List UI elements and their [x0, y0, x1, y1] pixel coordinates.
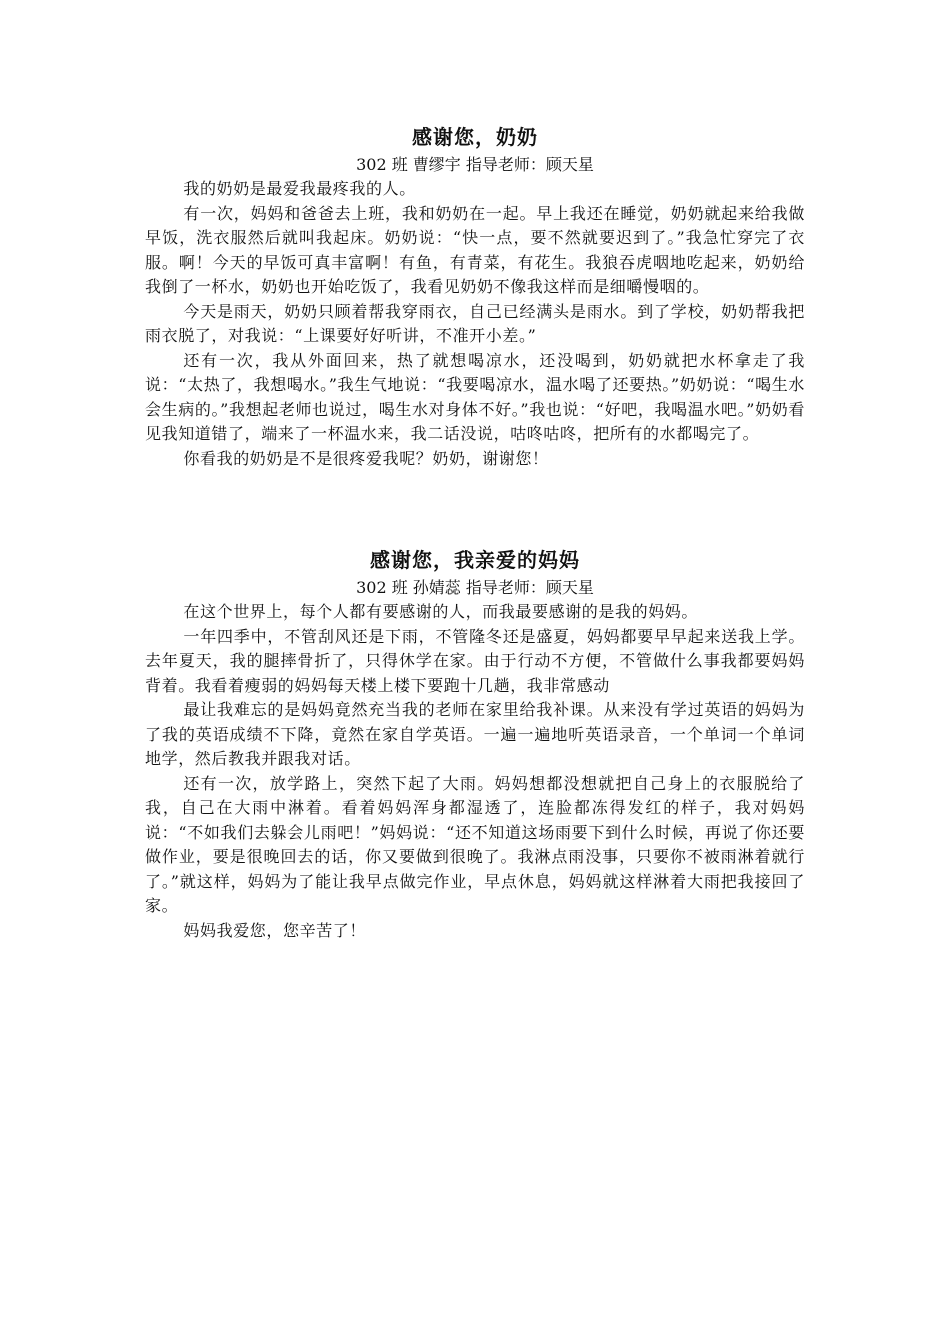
paragraph: 妈妈我爱您，您辛苦了！: [183, 920, 366, 940]
paragraph: 今天是雨天，奶奶只顾着帮我穿雨衣，自己已经满头是雨水。到了学校，奶奶帮我把雨衣脱了，对我说：“上课要好好听讲，不准开小差。”: [145, 301, 805, 345]
paragraph: 还有一次，我从外面回来，热了就想喝凉水，还没喝到，奶奶就把水杯拿走了我说：“太热了，我想喝水。”我生气地说：“我要喝凉水，温水喝了还要热。”奶奶说：“喝生水会生病的。”我想起老师也说过，喝生水对身体不好。”我也说：“好吧，我喝温水吧。”奶奶看见我知道错了，端来了一杯温水来，我二话没说，咕咚咕咚，把所有的水都喝完了。: [145, 350, 805, 443]
paragraph: 最让我难忘的是妈妈竟然充当我的老师在家里给我补课。从来没有学过英语的妈妈为了我的英语成绩不下降，竟然在家自学英语。一遍一遍地听英语录音，一个单词一个单词地学，然后教我并跟我对话。: [145, 700, 805, 768]
paragraph: 你看我的奶奶是不是很疼爱我呢？奶奶，谢谢您！: [183, 448, 549, 468]
essay-byline: 302 班 曹缪宇 指导老师：顾天星: [356, 155, 594, 174]
essay-mother: [145, 544, 805, 943]
essay-byline: 302 班 孙婧蕊 指导老师：顾天星: [356, 578, 594, 597]
essay-title: 感谢您，奶奶: [412, 125, 538, 149]
paragraph: 我的奶奶是最爱我最疼我的人。: [183, 179, 416, 198]
essay-title: 感谢您，我亲爱的妈妈: [370, 548, 580, 572]
paragraph: 一年四季中，不管刮风还是下雨，不管隆冬还是盛夏，妈妈都要早早起来送我上学。去年夏天，我的腿摔骨折了，只得休学在家。由于行动不方便，不管做什么事我都要妈妈背着。我看着瘦弱的妈妈每天楼上楼下要跑十几趟，我非常感动: [145, 626, 805, 695]
essay-grandma: [145, 121, 805, 471]
paragraph: 有一次，妈妈和爸爸去上班，我和奶奶在一起。早上我还在睡觉，奶奶就起来给我做早饭，洗衣服然后就叫我起床。奶奶说：“快一点，要不然就要迟到了。”我急忙穿完了衣服。啊！今天的早饭可真丰富啊！有鱼，有青菜，有花生。我狼吞虎咽地吃起来，奶奶给我倒了一杯水，奶奶也开始吃饭了，我看见奶奶不像我这样而是细嚼慢咽的。: [145, 203, 805, 296]
paragraph: 在这个世界上，每个人都有要感谢的人，而我最要感谢的是我的妈妈。: [183, 602, 698, 621]
paragraph: 还有一次，放学路上，突然下起了大雨。妈妈想都没想就把自己身上的衣服脱给了我，自己在大雨中淋着。看着妈妈浑身都湿透了，连脸都冻得发红的样子，我对妈妈说：“不如我们去躲会儿雨吧！”妈妈说：“还不知道这场雨要下到什么时候，再说了你还要做作业，要是很晚回去的话，你又要做到很晚了。我淋点雨没事，只要你不被雨淋着就行了。”就这样，妈妈为了能让我早点做完作业，早点休息，妈妈就这样淋着大雨把我接回了家。: [145, 773, 805, 915]
